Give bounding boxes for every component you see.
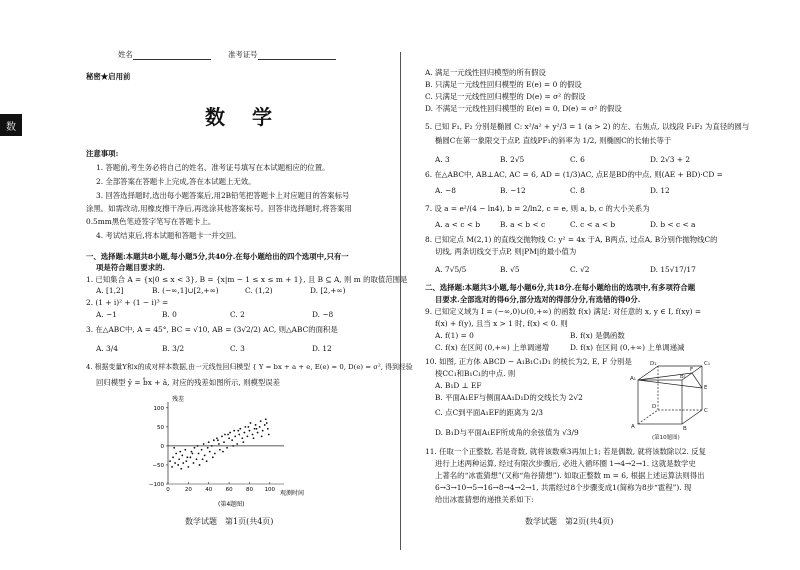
question-11-cont: 6→3→10→5→16→8→4→2→1, 共需经过8个步骤变成1(简称为8步“雹程”). 现	[435, 483, 692, 492]
y-tick-label: 0	[160, 443, 164, 450]
cube-label: C₁	[704, 361, 711, 367]
data-point	[197, 445, 199, 447]
data-point	[250, 422, 252, 424]
cube-label: F	[690, 367, 694, 373]
section1-heading: 一、选择题:本题共8小题,每小题5分,共40分.在每小题给出的四个选项中,只有一	[86, 252, 349, 261]
cube-edge	[682, 410, 702, 424]
data-point	[224, 434, 226, 436]
cube-label: E	[704, 385, 708, 391]
data-point	[254, 428, 256, 430]
data-point	[171, 466, 173, 468]
notice-heading: 注意事项:	[86, 149, 119, 158]
notice-item: 2. 全部答案在答题卡上完成,答在本试题上无效。	[96, 177, 256, 186]
data-point	[191, 451, 193, 453]
data-point	[241, 437, 243, 439]
secret-label: 秘密★启用前	[86, 72, 131, 81]
data-point	[222, 451, 224, 453]
option: C. c < a < b	[570, 220, 616, 229]
section1-heading-cont: 项是符合题目要求的.	[96, 263, 166, 272]
data-point	[179, 451, 181, 453]
data-point	[175, 453, 177, 455]
option: D. 不满足一元线性回归模型的 E(e) = 0, D(e) = σ² 的假设	[425, 104, 622, 113]
option: B. 平面A₁EF与侧面AA₁D₁D的交线长为 2√2	[435, 393, 583, 402]
data-point	[211, 445, 213, 447]
data-point	[204, 455, 206, 457]
data-point	[180, 468, 182, 470]
data-point	[247, 435, 249, 437]
y-tick-label: −100	[148, 482, 164, 488]
side-tab: 数	[0, 114, 22, 136]
option: D. b < c < a	[650, 220, 696, 229]
data-point	[261, 435, 263, 437]
data-point	[243, 432, 245, 434]
question-7: 7. 设 a = e²/(4 − ln4), b = 2/ln2, c = e, 则 a, b, c 的大小关系为	[425, 204, 650, 213]
option: B. −12	[500, 186, 526, 195]
x-tick-label: 20	[184, 487, 192, 493]
data-point	[242, 441, 244, 443]
cube-figure	[630, 358, 716, 442]
option: A. [1,2]	[96, 286, 124, 295]
option: A. 满足一元线性回归模型的所有假设	[425, 68, 546, 77]
data-point	[219, 449, 221, 451]
cube-front-face	[638, 380, 682, 424]
question-11: 11. 任取一个正整数, 若是奇数, 就将该数乘3再加上1; 若是偶数, 就将该数除以2. 反复	[425, 447, 706, 456]
data-point	[227, 434, 229, 436]
column-divider	[400, 52, 401, 550]
data-point	[256, 428, 258, 430]
data-point	[181, 455, 183, 457]
data-point	[198, 453, 200, 455]
option: D. [2,+∞)	[310, 286, 346, 295]
data-point	[212, 456, 214, 458]
x-tick-label: 40	[205, 487, 213, 493]
data-point	[186, 456, 188, 458]
data-point	[184, 449, 186, 451]
data-point	[202, 458, 204, 460]
option: B. a < b < c	[500, 220, 546, 229]
cube-label: A₁	[630, 376, 636, 382]
option: B. √5	[500, 265, 520, 274]
section2-heading: 二、选择题:本题共3小题,每小题6分,共18分.在每小题给出的选项中,有多项符合题	[425, 283, 696, 292]
data-point	[203, 443, 205, 445]
data-point	[218, 443, 220, 445]
option: C. (1,2)	[245, 286, 273, 295]
residual-chart	[130, 392, 310, 510]
x-tick-label: 80	[245, 487, 253, 493]
data-point	[236, 443, 238, 445]
data-point	[207, 447, 209, 449]
chart-axes	[149, 402, 284, 493]
question-10-cont: 棱CC₁和B₁C₁的中点. 则	[435, 369, 516, 378]
chart-ylabel: 残差	[172, 396, 185, 403]
question-11-cont: 进行上述两种运算, 经过有限次步骤后, 必进入循环圈 1→4→2→1. 这就是数学史	[435, 459, 696, 468]
data-point	[172, 456, 174, 458]
data-point	[228, 437, 230, 439]
data-point	[213, 439, 215, 441]
option: D. f(x) 在区间 (0,+∞) 上单调递减	[570, 343, 685, 352]
cube-label: D	[652, 404, 657, 410]
question-11-cont: 给出冰雹猜想的递推关系如下:	[435, 495, 534, 504]
option: C. 3	[230, 344, 245, 353]
cube-section-line	[692, 373, 702, 388]
data-point	[208, 441, 210, 443]
data-point	[223, 441, 225, 443]
data-point	[229, 432, 231, 434]
data-point	[252, 434, 254, 436]
page-footer-left: 数学试题 第1页(共4页)	[185, 517, 274, 526]
data-point	[217, 439, 219, 441]
option: C. 8	[570, 186, 585, 195]
option: A. −1	[96, 310, 117, 319]
option: C. 2	[230, 310, 245, 319]
option: B. f(x) 是偶函数	[570, 331, 625, 340]
data-point	[199, 464, 201, 466]
data-point	[259, 426, 261, 428]
option: D. 2√3 + 2	[650, 155, 691, 164]
data-point	[237, 430, 239, 432]
option: D. B₁D与平面A₁EF所成角的余弦值为 √3/9	[435, 428, 579, 437]
data-point	[255, 424, 257, 426]
option: B. (−∞,1]∪[2,+∞)	[152, 286, 219, 295]
option: C. 点C到平面A₁EF的距离为 2/3	[435, 408, 543, 417]
question-2: 2. (1 + i)² + (1 − i)³ =	[86, 298, 169, 307]
option: A. 3	[435, 155, 450, 164]
data-point	[206, 460, 208, 462]
data-point	[196, 458, 198, 460]
data-point	[178, 458, 180, 460]
option: C. 6	[570, 155, 585, 164]
page-title: 数 学	[205, 105, 282, 129]
question-9: 9. 已知定义域为 I = (−∞,0)∪(0,+∞) 的函数 f(x) 满足: 对任意的 x, y ∈ I, f(xy) =	[425, 307, 702, 316]
question-3: 3. 在△ABC中, A = 45°, BC = √10, AB = (3√2/2) AC, 则△ABC的面积是	[86, 325, 338, 334]
notice-item: 涂黑。如需改动,用橡皮擦干净后,再选涂其他答案标号。回答非选择题时,将答案用	[86, 204, 352, 213]
data-point	[266, 422, 268, 424]
exam-no-field	[228, 50, 336, 60]
name-blank	[133, 50, 211, 60]
data-point	[185, 460, 187, 462]
data-point	[232, 445, 234, 447]
data-point	[182, 462, 184, 464]
name-label: 姓名	[118, 50, 133, 59]
data-point	[201, 449, 203, 451]
option: A. 7√5/5	[435, 265, 467, 274]
cube-label: A	[631, 424, 635, 430]
data-point	[267, 428, 269, 430]
option: D. −8	[312, 310, 334, 319]
data-point	[257, 432, 259, 434]
option: A. a < c < b	[435, 220, 481, 229]
exam-no-label: 准考证号	[228, 50, 258, 59]
data-point	[216, 437, 218, 439]
x-tick-label: 100	[264, 487, 276, 493]
section2-heading-cont: 目要求.全部选对的得6分,部分选对的得部分分,有选错的得0分.	[435, 295, 641, 304]
data-point	[248, 426, 250, 428]
data-point	[221, 435, 223, 437]
y-tick-label: 100	[153, 405, 164, 412]
data-point	[233, 430, 235, 432]
question-9-cont: f(x) + f(y), 且当 x > 1 时, f(x) < 0. 则	[435, 319, 568, 328]
data-point	[234, 435, 236, 437]
chart-points	[169, 418, 270, 469]
data-point	[226, 447, 228, 449]
cube-caption: (第10题图)	[652, 435, 680, 441]
data-point	[262, 430, 264, 432]
data-point	[239, 428, 241, 430]
exam-no-blank	[258, 50, 336, 60]
cube-label: D₁	[650, 361, 657, 367]
option: D. 12	[312, 344, 332, 353]
option: B. 3/2	[162, 344, 185, 353]
question-1: 1. 已知集合 A = {x|0 ≤ x < 3}, B = {x|m − 1 ≤ x ≤ m + 1}, 且 B ⊆ A, 则 m 的取值范围是	[86, 275, 408, 284]
data-point	[214, 453, 216, 455]
question-11-cont: 上著名的“冰雹猜想”(又称“角谷猜想”). 如取正整数 m = 6, 根据上述运算法则得出	[435, 471, 705, 480]
data-point	[244, 426, 246, 428]
data-point	[177, 464, 179, 466]
data-point	[192, 453, 194, 455]
data-point	[264, 424, 266, 426]
cube-label: C	[704, 408, 708, 414]
x-tick-label: 0	[166, 487, 170, 493]
question-5: 5. 已知 F₁, F₂ 分别是椭圆 C: x²/a² + y²/3 = 1 (a > 2) 的左、右焦点, 以线段 F₁F₂ 为直径的圆与	[425, 122, 750, 131]
data-point	[187, 466, 189, 468]
option: A. −8	[435, 186, 456, 195]
option: B. 0	[162, 310, 177, 319]
y-tick-label: 50	[157, 424, 164, 431]
option: D. 12	[650, 186, 670, 195]
question-6: 6. 在△ABC中, AB⊥AC, AC = 6, AD = (1/3)AC, 点E是BD的中点, 则(AE + BD)·CD =	[425, 170, 723, 179]
data-point	[169, 460, 171, 462]
option: A. f(1) = 0	[435, 331, 474, 340]
data-point	[268, 434, 270, 436]
option: D. 15√17/17	[650, 265, 696, 274]
page-footer-right: 数学试题 第2页(共4页)	[525, 517, 614, 526]
data-point	[190, 456, 192, 458]
option: C. 只满足一元线性回归模型的 D(e) = σ² 的假设	[425, 92, 586, 101]
data-point	[238, 434, 240, 436]
data-point	[193, 462, 195, 464]
notice-item: 1. 答题前,考生务必将自己的姓名、准考证号填写在本试题相应的位置。	[96, 163, 330, 172]
question-5-cont: 椭圆C在第一象限交于点P, 直线PF₁的斜率为 1/2, 则椭圆C的长轴长等于	[435, 136, 672, 145]
option: B. 只满足一元线性回归模型的 E(e) = 0 的假设	[425, 80, 582, 89]
option: C. √2	[570, 265, 590, 274]
question-8-cont: 切线, 两条切线交于点P, 则|PM|的最小值为	[435, 247, 577, 256]
option: C. f(x) 在区间 (0,+∞) 上单调递增	[435, 343, 550, 352]
option: B. 2√5	[500, 155, 525, 164]
y-tick-label: −50	[152, 462, 164, 469]
name-field	[118, 50, 211, 60]
question-8: 8. 已知定点 M(2,1) 的直线交抛物线 C: y² = 4x 于A, B两点, 过点A, B分别作抛物线C的	[425, 235, 718, 244]
question-4-cont: 回归模型 ŷ = b̂x + â, 对应的残差如图所示, 则模型误差	[96, 378, 281, 387]
cube-section-line	[638, 380, 702, 388]
x-tick-label: 60	[225, 487, 233, 493]
question-10: 10. 如图, 正方体 ABCD − A₁B₁C₁D₁ 的棱长为2, E, F 分别是	[425, 357, 632, 366]
option: A. B₁D ⊥ EF	[435, 381, 482, 390]
cube-label: B₁	[680, 374, 686, 380]
chart-caption: (第4题图)	[218, 501, 245, 508]
data-point	[253, 437, 255, 439]
cube-hidden-edge	[638, 410, 658, 424]
option: A. 3/4	[96, 344, 118, 353]
data-point	[174, 462, 176, 464]
chart-xlabel: 观测时间	[280, 490, 305, 497]
question-4: 4. 根据变量Y和x的成对样本数据,由一元线性回归模型 { Y = bx + a + e, E(e) = 0, D(e) = σ², 得到经验	[86, 363, 413, 371]
notice-item: 4. 考试结束后,将本试题和答题卡一并交回。	[96, 231, 241, 240]
data-point	[209, 451, 211, 453]
notice-item: 0.5mm黑色笔迹签字笔写在答题卡上。	[86, 217, 216, 226]
data-point	[231, 439, 233, 441]
notice-item: 3. 回答选择题时,选出每小题答案后,用2B铅笔把答题卡上对应题目的答案标号	[96, 191, 350, 200]
data-point	[249, 430, 251, 432]
cube-label: B	[683, 426, 687, 432]
data-point	[194, 447, 196, 449]
data-point	[173, 447, 175, 449]
data-point	[260, 420, 262, 422]
data-point	[265, 418, 267, 420]
